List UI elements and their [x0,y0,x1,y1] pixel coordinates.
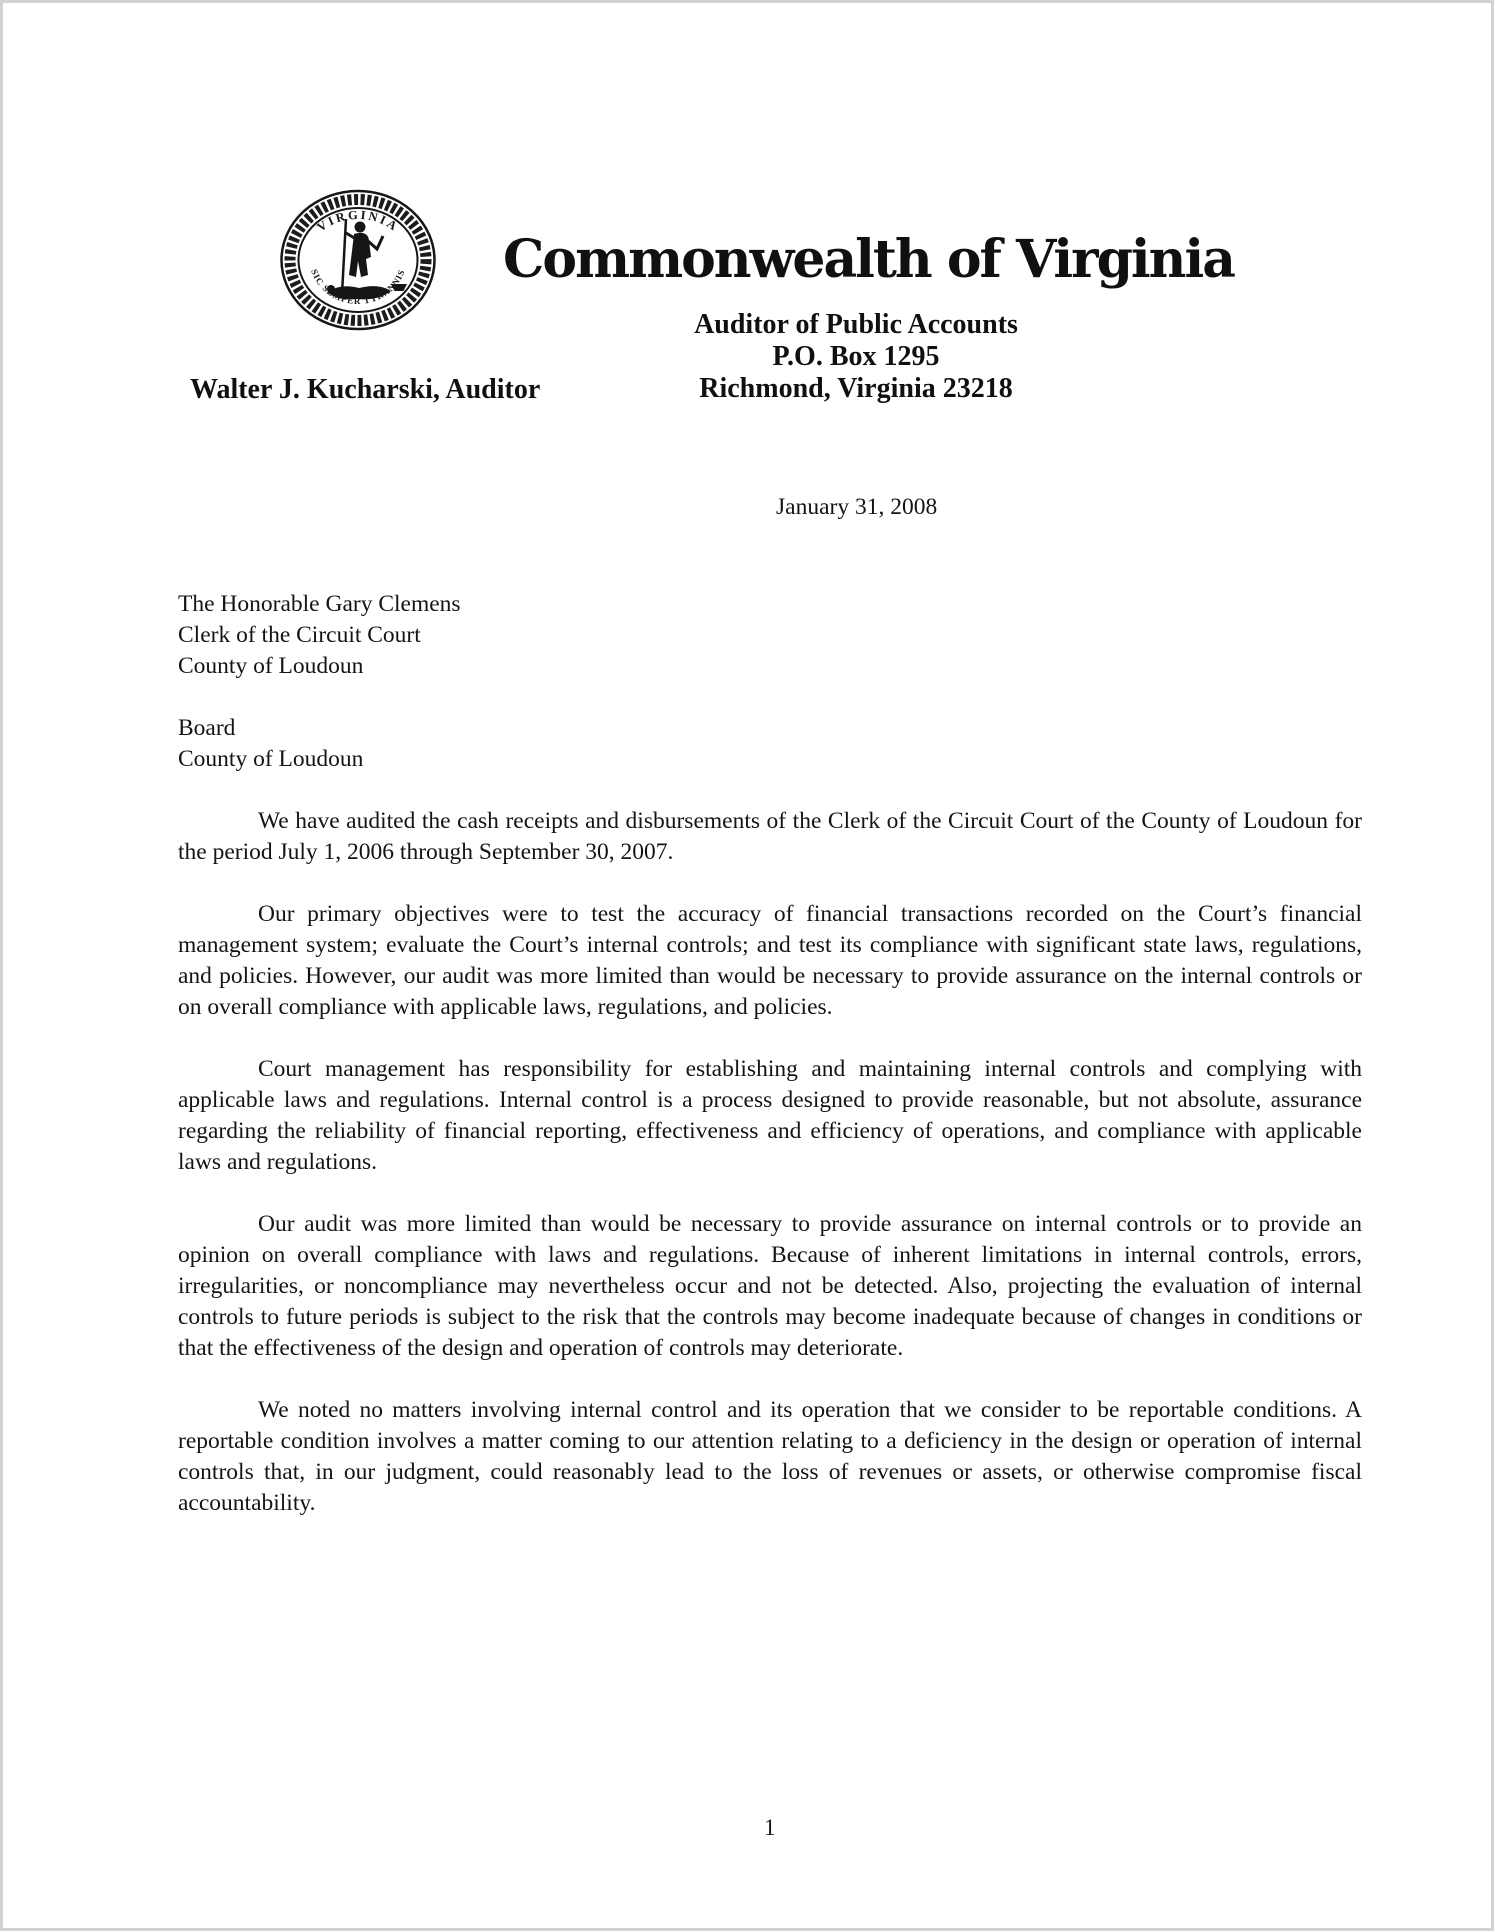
auditor-name: Walter J. Kucharski, Auditor [190,374,541,405]
office-po-box: P.O. Box 1295 [772,341,940,372]
letter-body [178,589,1362,1550]
office-city-state-zip: Richmond, Virginia 23218 [699,373,1013,404]
body-paragraph-5: We noted no matters involving internal control and its operation that we consider to be reportable conditions. A reportable condition involves a matter coming to our attention relating to a deficiency in the design or operation of internal controls that, in our judgment, could reasonably lead to the loss of revenues or assets, or otherwise compromise fiscal accountability. [178,1397,1362,1516]
body-paragraph-2: Our primary objectives were to test the accuracy of financial transactions recorded on the Court’s financial management system; evaluate the Court’s internal controls; and test its compliance with significant state laws, regulations, and policies. However, our audit was more limited than would be necessary to provide assurance on the internal controls or on overall compliance with applicable laws, regulations, and policies. [178,901,1362,1020]
recipient-line: County of Loudoun [178,746,364,772]
seal-motto-text: SIC SEMPER TYRANNIS [309,267,407,307]
seal-figure-arm-right [368,236,383,249]
recipient-line: Board [178,715,236,741]
office-name: Auditor of Public Accounts [694,309,1018,340]
seal-spear [342,219,346,294]
letterhead-office-block [566,309,1146,405]
letter-date: January 31, 2008 [776,494,938,520]
body-paragraph-1: We have audited the cash receipts and disbursements of the Clerk of the Circuit Court of the County of Loudoun for the period July 1, 2006 through September 30, 2007. [178,808,1362,865]
seal-label-text: VIRGINIA [314,207,402,235]
virginia-state-seal-icon [279,189,437,331]
virginia-state-seal-graphic [279,189,437,331]
recipient-block-2 [178,713,1362,775]
letterhead-title: Commonwealth of Virginia [503,229,1234,290]
recipient-line: Clerk of the Circuit Court [178,622,421,648]
recipient-block-1 [178,589,1362,682]
body-paragraph-3: Court management has responsibility for establishing and maintaining internal controls and complying with applicable laws and regulations. Internal control is a process designed to provide reasonable, but not absolute, assurance regarding the reliability of financial reporting, effectiveness and efficiency of operations, and compliance with applicable laws and regulations. [178,1056,1362,1175]
body-paragraph-4: Our audit was more limited than would be necessary to provide assurance on internal controls or to provide an opinion on overall compliance with laws and regulations. Because of inherent limitations in internal controls, errors, irregularities, or noncompliance may nevertheless occur and not be detected. Also, projecting the evaluation of internal controls to future periods is subject to the risk that the controls may become inadequate because of changes in conditions or that the effectiveness of the design and operation of controls may deteriorate. [178,1211,1362,1361]
page-number: 1 [764,1815,776,1840]
recipient-line: The Honorable Gary Clemens [178,591,461,617]
seal-figure-body [349,233,371,277]
recipient-line: County of Loudoun [178,653,364,679]
seal-figure-head [355,222,366,233]
